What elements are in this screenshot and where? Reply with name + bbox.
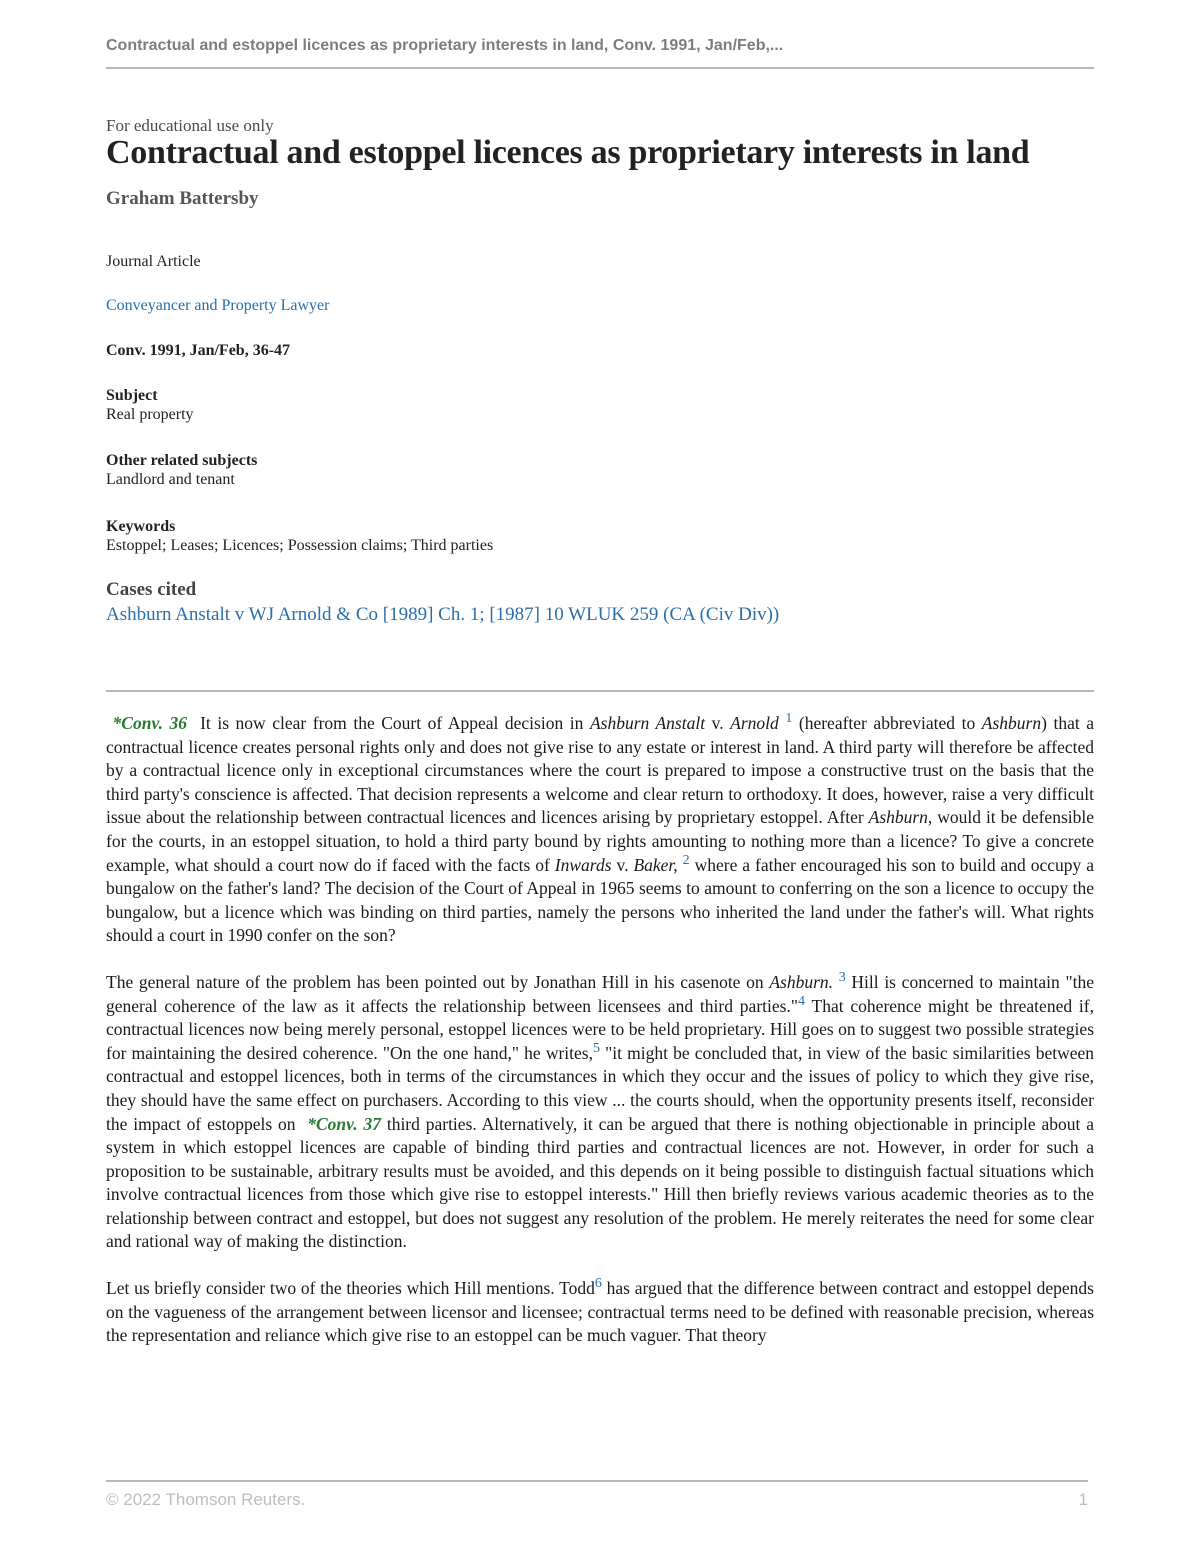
case-name: Ashburn Anstalt bbox=[589, 713, 706, 733]
other-subjects-value: Landlord and tenant bbox=[106, 471, 235, 488]
footnote-ref-3[interactable]: 3 bbox=[838, 969, 846, 985]
header-divider bbox=[106, 67, 1094, 69]
other-subjects-label: Other related subjects bbox=[106, 452, 258, 469]
text-run: third parties. Alternatively, it can be argued that there is nothing objectionable in principle about a system in which estoppel licences are capable of binding third parties and contractual licences are not. However, in order for such a proposition to be sustainable, arbitrary results must be avoided, and this depends on it being possible to distinguish factual situations which involve contractual licences from those which give rise to estoppel interests." Hill then briefly reviews various academic theories as to the relationship between contract and estoppel, but does not suggest any resolution of the problem. He merely reiterates the need for some clear and rational way of making the distinction. bbox=[106, 1113, 1094, 1252]
text-run: Let us briefly consider two of the theories which Hill mentions. Todd bbox=[106, 1278, 595, 1299]
text-run: "it might be concluded that, in view of the basic similarities between contractual and estoppel licences, both in terms of the circumstances in which they occur and the issues of policy to which they give rise, they should have the same effect on purchasers. According to this view ... the courts should, when the opportunity presents itself, reconsider the impact of estoppels on bbox=[106, 1042, 1094, 1134]
text-run: has argued that the difference between contract and estoppel depends on the vagueness of the arrangement between licensor and licensee; contractual terms need to be defined with reasonable precision, whereas the representation and reliance which give rise to an estoppel can be much vaguer. That theory bbox=[106, 1278, 1094, 1346]
document-title: Contractual and estoppel licences as proprietary interests in land bbox=[106, 134, 1030, 171]
body-paragraph bbox=[106, 712, 1094, 948]
text-run: v. bbox=[705, 713, 731, 733]
subject-label: Subject bbox=[106, 387, 158, 404]
star-page-36[interactable]: *Conv. 36 bbox=[112, 713, 187, 733]
footer-copyright: © 2022 Thomson Reuters. bbox=[106, 1490, 306, 1509]
case-link-ashburn[interactable]: Ashburn Anstalt v WJ Arnold & Co [1989] Ch. 1; [1987] 10 WLUK 259 (CA (Civ Div)) bbox=[106, 604, 780, 625]
body-paragraph bbox=[106, 1277, 1094, 1348]
footer-divider bbox=[106, 1480, 1088, 1482]
article-body bbox=[106, 712, 1094, 1371]
educational-use-notice: For educational use only bbox=[106, 116, 274, 135]
case-name: Ashburn. bbox=[769, 971, 834, 992]
document-type: Journal Article bbox=[106, 253, 201, 270]
body-paragraph bbox=[106, 971, 1094, 1254]
case-name: Ashburn, bbox=[868, 807, 933, 828]
body-divider bbox=[106, 690, 1094, 692]
footnote-ref-2[interactable]: 2 bbox=[682, 852, 690, 868]
case-name: Baker, bbox=[633, 854, 678, 875]
text-run: It is now clear from the Court of Appeal decision in bbox=[200, 713, 590, 733]
text-run: Hill is concerned to maintain "the general coherence of the law as it affects the relationship between licensees and third parties." bbox=[106, 971, 1095, 1016]
keywords-label: Keywords bbox=[106, 518, 176, 535]
cases-cited-section bbox=[106, 579, 779, 626]
case-name: Inwards bbox=[554, 854, 612, 875]
text-run: ) that a contractual licence creates personal rights only and does not give rise to any estate or interest in land. A third party will therefore be affected by a contractual licence only in exceptional circumstances where the court is prepared to impose a constructive trust on the basis that the third party's conscience is affected. That decision represents a welcome and clear return to orthodoxy. It does, however, raise a very difficult issue about the relationship between contractual licences and licences arising by proprietary estoppel. After bbox=[106, 713, 1095, 828]
text-run: would it be defensible for the courts, in an estoppel situation, to hold a third party bound by rights amounting to nothing more than a licence? To give a concrete example, what should a court now do if faced with the facts of bbox=[106, 807, 1094, 875]
subject-section bbox=[106, 387, 194, 425]
journal-link[interactable]: Conveyancer and Property Lawyer bbox=[106, 297, 330, 314]
footer-page-number: 1 bbox=[1078, 1490, 1088, 1509]
star-page-37[interactable]: *Conv. 37 bbox=[307, 1113, 381, 1134]
footnote-ref-1[interactable]: 1 bbox=[785, 711, 793, 726]
text-run: That coherence might be threatened if, contractual licences now being merely personal, estoppel licences were to be held proprietary. Hill goes on to suggest two possible strategies for maintaining the desired coherence. "On the one hand," he writes, bbox=[106, 995, 1094, 1063]
other-subjects-section bbox=[106, 452, 257, 490]
citation: Conv. 1991, Jan/Feb, 36-47 bbox=[106, 342, 291, 359]
text-run: where a father encouraged his son to build and occupy a bungalow on the father's land? The decision of the Court of Appeal in 1965 seems to amount to conferring on the son a licence to occupy the bungalow, but a licence which was binding on third parties, namely the persons who inherited the land under the father's will. What rights should a court in 1990 confer on the son? bbox=[106, 854, 1094, 946]
footnote-ref-5[interactable]: 5 bbox=[592, 1040, 600, 1056]
footnote-ref-6[interactable]: 6 bbox=[594, 1276, 602, 1292]
running-header-title: Contractual and estoppel licences as proprietary interests in land, Conv. 1991, Jan/Feb,... bbox=[106, 37, 784, 54]
case-name: Arnold bbox=[730, 713, 779, 733]
subject-value: Real property bbox=[106, 406, 194, 423]
keywords-section bbox=[106, 518, 493, 556]
cases-cited-label: Cases cited bbox=[106, 579, 197, 600]
text-run: v. bbox=[611, 854, 634, 875]
author-name: Graham Battersby bbox=[106, 188, 259, 209]
text-run: The general nature of the problem has been pointed out by Jonathan Hill in his casenote on bbox=[106, 971, 770, 992]
case-name: Ashburn bbox=[981, 713, 1042, 733]
keywords-value: Estoppel; Leases; Licences; Possession claims; Third parties bbox=[106, 537, 494, 554]
text-run: (hereafter abbreviated to bbox=[792, 713, 982, 733]
footnote-ref-4[interactable]: 4 bbox=[797, 993, 805, 1009]
